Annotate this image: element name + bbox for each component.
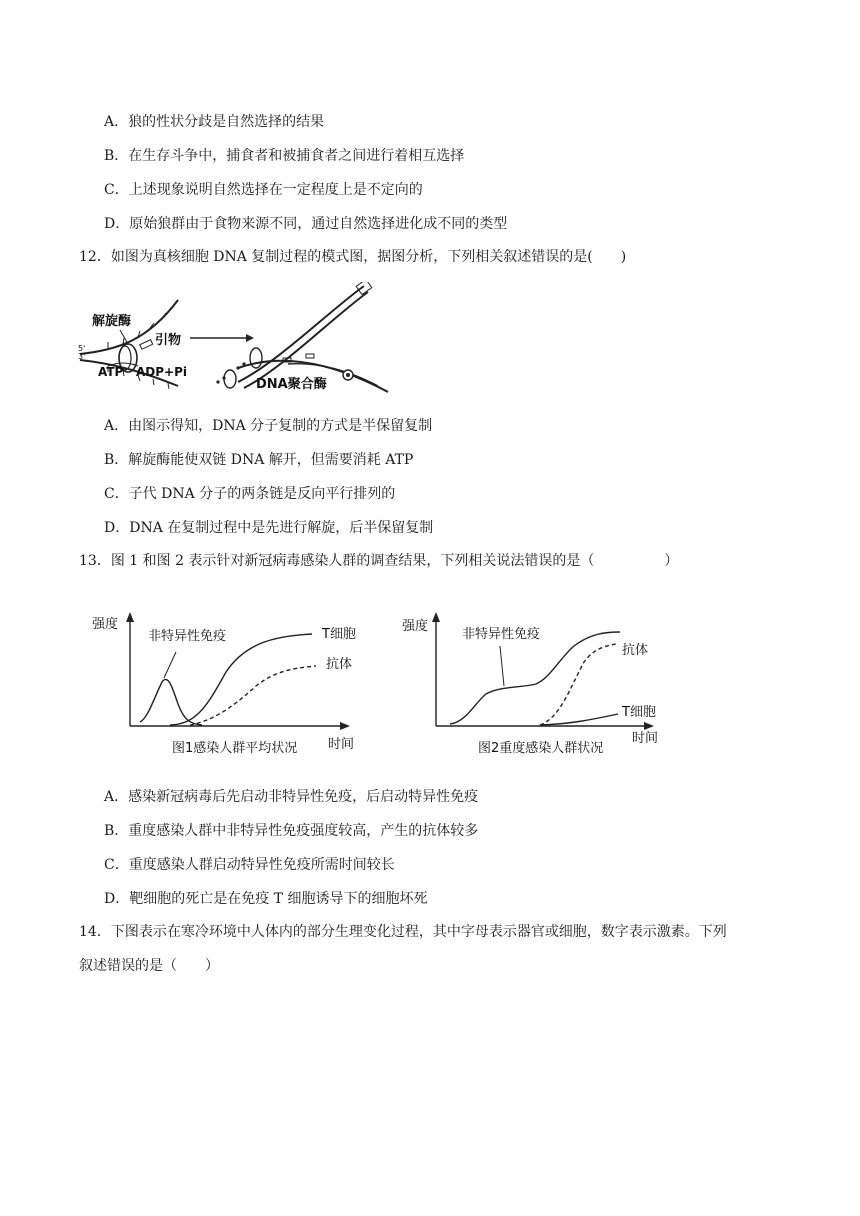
polymerase-label: DNA聚合酶 bbox=[256, 377, 327, 392]
atp-label: ATP bbox=[98, 365, 124, 379]
q12-option-b: B．解旋酶能使双链 DNA 解开，但需要消耗 ATP bbox=[104, 452, 414, 468]
primer-label: 引物 bbox=[155, 333, 182, 348]
chart-1-xlabel: 时间 bbox=[328, 737, 355, 752]
q12-option-c: C．子代 DNA 分子的两条链是反向平行排列的 bbox=[104, 486, 396, 502]
dna-replication-figure bbox=[78, 282, 398, 402]
chart-2-series-innate bbox=[450, 632, 620, 724]
q13-option-b: B．重度感染人群中非特异性免疫强度较高，产生的抗体较多 bbox=[104, 823, 479, 839]
chart-2-label-tcell: T细胞 bbox=[622, 705, 656, 720]
chart-1-label-antibody: 抗体 bbox=[326, 657, 353, 672]
q11-option-c: C．上述现象说明自然选择在一定程度上是不定向的 bbox=[104, 182, 423, 198]
q13-option-c: C．重度感染人群启动特异性免疫所需时间较长 bbox=[104, 857, 395, 873]
adp-label: ADP+Pi bbox=[136, 365, 188, 379]
q12-stem: 12．如图为真核细胞 DNA 复制过程的模式图，据图分析，下列相关叙述错误的是( ) bbox=[79, 249, 627, 265]
q14-stem-line2: 叙述错误的是（ ） bbox=[79, 958, 219, 974]
chart-2-ylabel: 强度 bbox=[402, 619, 429, 634]
chart-2-label-innate: 非特异性免疫 bbox=[462, 627, 541, 642]
chart-2-series-tcell bbox=[540, 714, 618, 725]
chart-2-series-antibody bbox=[540, 644, 616, 725]
q12-option-a: A．由图示得知，DNA 分子复制的方式是半保留复制 bbox=[104, 418, 433, 434]
q12-option-d: D．DNA 在复制过程中是先进行解旋，后半保留复制 bbox=[104, 520, 434, 536]
q11-option-d: D．原始狼群由于食物来源不同，通过自然选择进化成不同的类型 bbox=[104, 216, 508, 232]
chart-2-title: 图2重度感染人群状况 bbox=[478, 741, 604, 756]
chart-2-xlabel: 时间 bbox=[632, 731, 659, 746]
helicase-label: 解旋酶 bbox=[92, 314, 132, 329]
chart-1-series-tcell bbox=[170, 634, 312, 725]
q13-option-a: A．感染新冠病毒后先启动非特异性免疫，后启动特异性免疫 bbox=[104, 789, 479, 805]
chart-1 bbox=[86, 608, 376, 768]
q11-option-b: B．在生存斗争中，捕食者和被捕食者之间进行着相互选择 bbox=[104, 148, 465, 164]
chart-2 bbox=[400, 608, 690, 768]
q11-option-a: A．狼的性状分歧是自然选择的结果 bbox=[104, 114, 325, 130]
chart-1-label-innate: 非特异性免疫 bbox=[148, 629, 227, 644]
chart-1-ylabel: 强度 bbox=[92, 617, 119, 632]
q13-stem: 13．图 1 和图 2 表示针对新冠病毒感染人群的调查结果，下列相关说法错误的是（ ） bbox=[79, 553, 679, 569]
chart-1-label-tcell: T细胞 bbox=[322, 627, 356, 642]
three-prime-label: 3' bbox=[78, 352, 86, 361]
chart-2-label-antibody: 抗体 bbox=[622, 643, 649, 658]
q13-option-d: D．靶细胞的死亡是在免疫 T 细胞诱导下的细胞坏死 bbox=[104, 891, 428, 907]
chart-1-title: 图1感染人群平均状况 bbox=[172, 741, 298, 756]
chart-1-series-antibody bbox=[190, 666, 316, 725]
five-prime-label: 5' bbox=[78, 344, 86, 353]
q14-stem-line1: 14．下图表示在寒冷环境中人体内的部分生理变化过程，其中字母表示器官或细胞，数字表示激素。下列 bbox=[79, 924, 727, 940]
